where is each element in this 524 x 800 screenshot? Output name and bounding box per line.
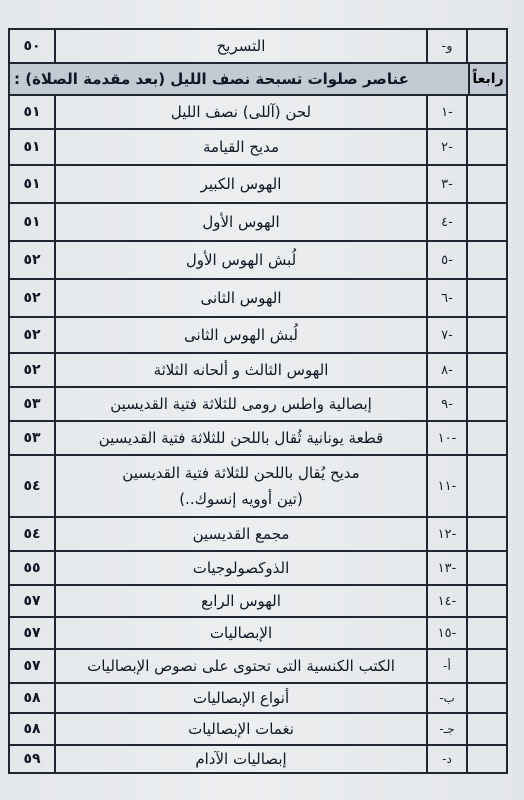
subitem-row: [10, 714, 506, 746]
item-page: ٥١: [10, 130, 56, 164]
item-page: ٥٣: [10, 422, 56, 454]
item-title: الهوس الكبير: [200, 175, 282, 193]
item-row: [10, 388, 506, 422]
item-page: ٥٣: [10, 388, 56, 420]
row-page: ٥٠: [10, 30, 56, 62]
item-page: ٥٥: [10, 552, 56, 584]
item-number: -٤: [426, 204, 468, 240]
row-margin: [468, 684, 506, 712]
item-number: ب-: [426, 684, 468, 712]
row-margin: [468, 280, 506, 316]
row-margin: [468, 650, 506, 682]
subitem-row: [10, 746, 506, 774]
item-page: ٥٤: [10, 518, 56, 550]
item-page: ٥٢: [10, 242, 56, 278]
item-title: مجمع القديسين: [192, 525, 290, 543]
item-row: [10, 618, 506, 650]
item-row: [10, 242, 506, 280]
item-title: الهوس الثالث و ألحانه الثلاثة: [153, 361, 329, 379]
item-title: نغمات الإبصاليات: [188, 720, 294, 738]
item-number: -٧: [426, 318, 468, 352]
row-margin: [468, 422, 506, 454]
row-margin: [468, 318, 506, 352]
row-margin: [468, 166, 506, 202]
row-margin: [468, 388, 506, 420]
item-page: ٥٢: [10, 318, 56, 352]
item-row: [10, 130, 506, 166]
item-row: [10, 166, 506, 204]
item-title: الذوكصولوجيات: [192, 559, 290, 577]
item-page: ٥٤: [10, 456, 56, 516]
item-title: إبصالية واطس رومى للثلاثة فتية القديسين: [110, 395, 372, 413]
item-number: -٣: [426, 166, 468, 202]
subitem-row: [10, 684, 506, 714]
row-margin: [468, 242, 506, 278]
item-title-line: مديح يُقال باللحن للثلاثة فتية القديسين: [122, 464, 360, 482]
item-number: -١٠: [426, 422, 468, 454]
item-page: ٥٨: [10, 714, 56, 744]
row-margin: [468, 354, 506, 386]
row-margin: [468, 96, 506, 128]
item-row: [10, 204, 506, 242]
row-margin: [468, 518, 506, 550]
row-letter: و-: [426, 30, 468, 62]
item-page: ٥٧: [10, 586, 56, 616]
item-row: [10, 422, 506, 456]
item-number: -١٥: [426, 618, 468, 648]
item-title: الكتب الكنسية التى تحتوى على نصوص الإبصاليات: [87, 657, 395, 675]
item-title: الهوس الرابع: [201, 592, 281, 610]
item-page: ٥٧: [10, 650, 56, 682]
item-number: أ-: [426, 650, 468, 682]
item-number: -٢: [426, 130, 468, 164]
row-title: التسريح: [216, 37, 266, 55]
item-title: الهوس الأول: [202, 213, 280, 231]
row-margin: [468, 552, 506, 584]
item-page: ٥١: [10, 204, 56, 240]
contents-table: [8, 28, 508, 774]
row-margin: [468, 130, 506, 164]
item-title: أنواع الإبصاليات: [192, 689, 290, 707]
section-label: رابعاً: [468, 64, 506, 94]
item-title: الهوس الثانى: [200, 289, 282, 307]
item-number: -١١: [426, 456, 468, 516]
item-page: ٥١: [10, 96, 56, 128]
item-number: -٥: [426, 242, 468, 278]
item-title: لحن (آللى) نصف الليل: [170, 103, 312, 121]
item-title: لُبش الهوس الأول: [185, 251, 297, 269]
item-number: -١٣: [426, 552, 468, 584]
item-page: ٥٧: [10, 618, 56, 648]
item-page: ٥٢: [10, 354, 56, 386]
item-number: -١٢: [426, 518, 468, 550]
item-number: -٦: [426, 280, 468, 316]
subitem-row: [10, 650, 506, 684]
row-margin: [468, 586, 506, 616]
row-margin: [468, 714, 506, 744]
item-page: ٥٨: [10, 684, 56, 712]
row-margin: [468, 746, 506, 772]
item-number: د-: [426, 746, 468, 772]
item-row: [10, 280, 506, 318]
item-title: [56, 456, 426, 516]
item-title-line: (تين أوويه إنسوك..): [179, 490, 303, 508]
item-title: مديح القيامة: [202, 138, 280, 156]
item-row: [10, 354, 506, 388]
item-page: ٥٢: [10, 280, 56, 316]
row-margin: [468, 618, 506, 648]
row-margin: [468, 204, 506, 240]
item-row: [10, 96, 506, 130]
item-title: الإبصاليات: [209, 624, 273, 642]
item-row: [10, 456, 506, 518]
item-row: [10, 318, 506, 354]
item-number: -١: [426, 96, 468, 128]
row-margin: [468, 456, 506, 516]
item-number: -١٤: [426, 586, 468, 616]
item-title: إبصاليات الآدام: [195, 750, 287, 768]
top-row: [10, 30, 506, 64]
item-number: جـ-: [426, 714, 468, 744]
item-number: -٩: [426, 388, 468, 420]
item-row: [10, 518, 506, 552]
item-number: -٨: [426, 354, 468, 386]
item-row: [10, 586, 506, 618]
item-page: ٥١: [10, 166, 56, 202]
section-header: [10, 64, 506, 96]
item-title: قطعة يونانية ثُقال باللحن للثلاثة فتية القديسين: [98, 429, 384, 447]
item-row: [10, 552, 506, 586]
item-title: لُبش الهوس الثانى: [184, 326, 298, 344]
item-page: ٥٩: [10, 746, 56, 772]
section-title: عناصر صلوات تسبحة نصف الليل (بعد مقدمة الصلاة) :: [14, 70, 409, 88]
